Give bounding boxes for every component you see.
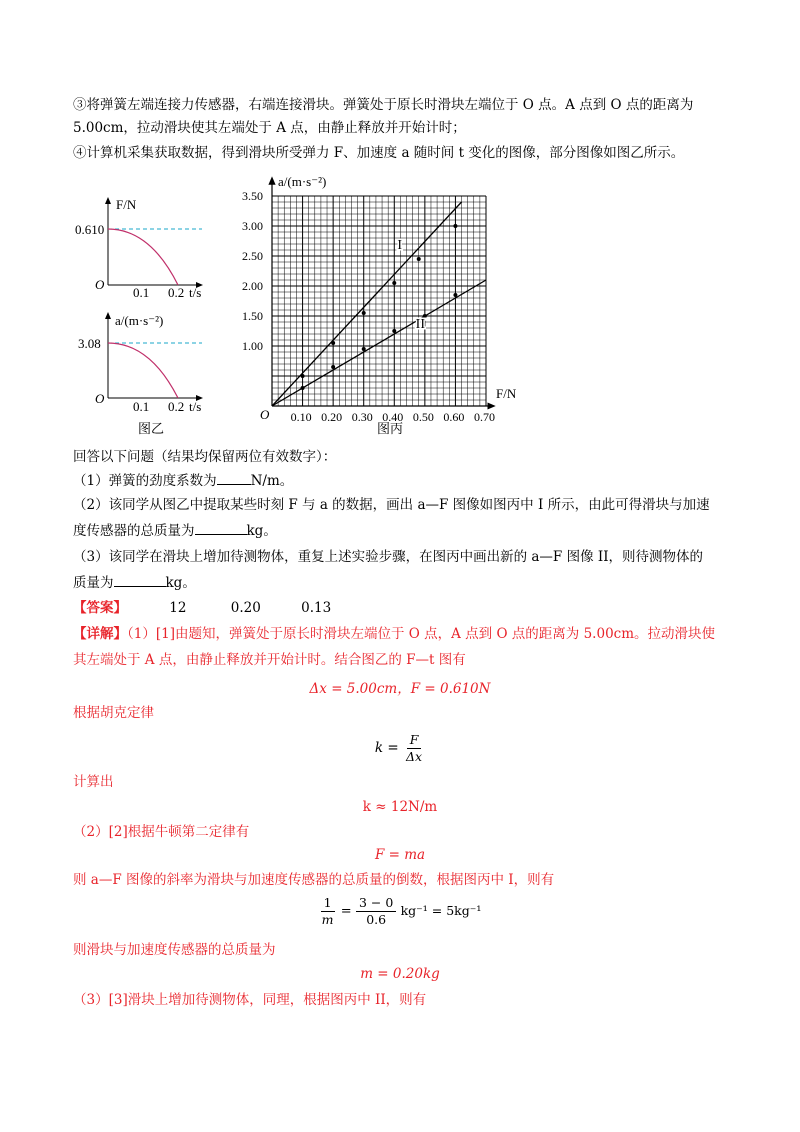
answer-value-2: 0.20 [230,600,261,616]
q3-blank [114,572,166,587]
x-tick-label: 0.30 [351,410,373,424]
force-graph-xlabel: t/s [189,285,202,300]
accel-graph-origin: O [95,391,105,406]
accel-time-graph [78,313,202,414]
a-f-chart [242,174,517,424]
explanation-line2: 其左端处于 A 点，由静止释放并开始计时。结合图乙的 F—t 图有 [73,652,466,668]
accel-graph-marker: 3.08 [78,336,101,351]
data-point [453,293,457,297]
force-graph-xtick: 0.1 [133,285,150,300]
y-tick-label: 1.00 [242,339,263,353]
accel-graph-xlabel: t/s [189,399,202,414]
question-2-line1: （2）该同学从图乙中提取某些时刻 F 与 a 的数据，画出 a—F 图像如图丙中 I 所示，由此可得滑块与加速 [73,497,710,513]
y-tick-label: 2.50 [242,249,263,263]
step3-line1: ③将弹簧左端连接力传感器，右端连接滑块。弹簧处于原长时滑块左端位于 O 点。A 点到 O 点的距离为 [73,97,694,113]
x-tick-label: 0.50 [412,410,434,424]
q2-blank [195,520,247,535]
question-3-line1: （3）该同学在滑块上增加待测物体，重复上述实验步骤，在图丙中画出新的 a—F 图像 II，则待测物体的 [73,549,704,565]
explanation-part2-slope: 则 a—F 图像的斜率为滑块与加速度传感器的总质量的倒数，根据图丙中 I，则有 [73,872,555,888]
data-point [362,347,366,351]
force-graph-marker: 0.610 [75,222,105,237]
data-point [417,257,421,261]
question-3-line2: 质量为 kg。 [73,572,196,593]
origin-label: O [260,407,270,422]
answer-value-3: 0.13 [301,600,332,616]
accel-graph-xtick: 0.1 [133,399,150,414]
equation-k-value: k ≈ 12N/m [362,799,438,815]
x-axis-label: F/N [496,386,517,401]
data-point [301,386,305,390]
step3-line2: 5.00cm，拉动滑块使其左端处于 A 点，由静止释放并开始计时； [73,120,466,136]
x-tick-label: 0.10 [290,410,312,424]
explanation-label: 【详解】 [73,626,127,642]
equation-inverse-mass: $\frac{1}{m}$ = $\frac{3 - 0}{0.6}$ kg⁻¹ = 5kg⁻¹ [321,895,482,927]
calc-text: 计算出 [73,774,114,790]
figure-area [0,0,800,440]
data-point [392,329,396,333]
series-label: I [397,237,403,253]
explanation-part2: （2）[2]根据牛顿第二定律有 [73,824,250,840]
force-time-graph [75,197,202,300]
data-point [453,224,457,228]
data-point [331,341,335,345]
question-2-line2: 度传感器的总质量为 kg。 [73,520,277,541]
y-axis-label: a/(m·s⁻²) [278,174,327,189]
q1-blank [217,470,251,485]
force-graph-origin: O [95,277,105,292]
figure-bing-caption: 图丙 [377,421,404,436]
data-point [301,374,305,378]
answer-label: 【答案】 [73,600,127,616]
force-graph-ylabel: F/N [116,197,137,212]
accel-graph-ylabel: a/(m·s⁻²) [115,313,164,328]
equation-newton: F = ma [374,847,426,863]
step4-line: ④计算机采集获取数据，得到滑块所受弹力 F、加速度 a 随时间 t 变化的图像，部分图像如图乙所示。 [73,145,685,161]
explanation-line1: 【详解】（1）[1]由题知，弹簧处于原长时滑块左端位于 O 点，A 点到 O 点的距离为 5.00cm。拉动滑块使 [73,626,716,642]
data-point [392,281,396,285]
question-1: （1）弹簧的劲度系数为 N/m。 [73,470,293,491]
equation-hooke: k = $\frac{F}{\Delta x}$ [374,732,423,764]
y-tick-label: 3.50 [242,189,263,203]
y-tick-label: 1.50 [242,309,263,323]
x-tick-label: 0.20 [321,410,343,424]
explanation-total-mass: 则滑块与加速度传感器的总质量为 [73,942,276,958]
answer-row [73,598,331,618]
data-point [331,365,335,369]
equation-mass-value: m = 0.20kg [360,966,440,982]
force-graph-xtick: 0.2 [168,285,185,300]
equation-displacement-force: Δx = 5.00cm，F = 0.610N [309,681,491,697]
accel-graph-xtick: 0.2 [168,399,185,414]
figure-yi-caption: 图乙 [138,421,165,436]
explanation-part3: （3）[3]滑块上增加待测物体，同理，根据图丙中 II，则有 [73,992,427,1008]
series-label: II [415,317,426,332]
y-tick-label: 3.00 [242,219,263,233]
questions-intro: 回答以下问题（结果均保留两位有效数字）： [73,449,337,465]
x-tick-label: 0.40 [382,410,404,424]
answer-value-1: 12 [169,600,187,616]
y-tick-label: 2.00 [242,279,263,293]
data-point [362,311,366,315]
x-tick-label: 0.60 [443,410,465,424]
x-tick-label: 0.70 [474,410,495,424]
hooke-law-text: 根据胡克定律 [73,705,154,721]
